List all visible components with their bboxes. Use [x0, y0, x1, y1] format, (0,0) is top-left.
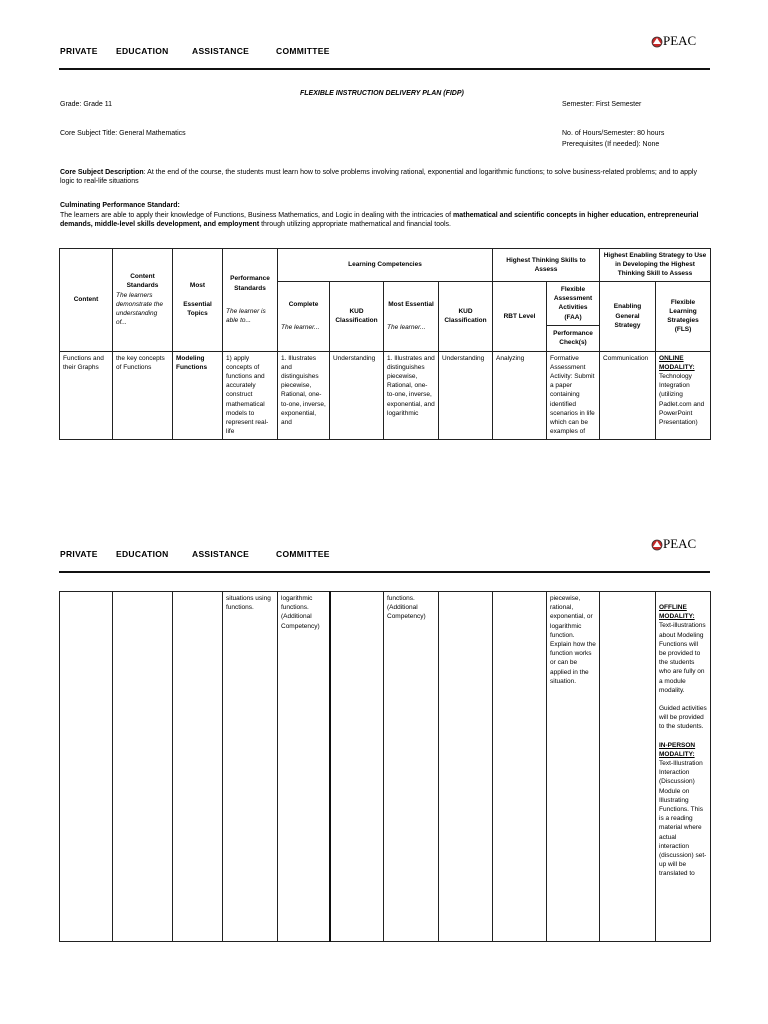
header-complete-title: Complete — [288, 300, 319, 308]
cell-complete: 1. Illustrates and distinguishes piecewise, Rational, one-to-one, inverse, exponential, and — [278, 351, 330, 439]
header-word-assistance: ASSISTANCE — [192, 46, 250, 56]
header2-word-committee: COMMITTEE — [276, 549, 330, 559]
p2-cell-enabling — [600, 592, 656, 942]
description-label: Core Subject Description — [60, 169, 144, 176]
logo-text: PEAC — [663, 33, 697, 48]
culminating-text-3: through utilizing appropriate mathematical and financial tools. — [259, 221, 452, 228]
header-learning-competencies: Learning Competencies — [278, 249, 493, 282]
description-text: : At the end of the course, the students must learn how to solve problems involving rational, exponential and logarithmic functions; to solve business-related problems; and to apply logic to real-life situations — [60, 169, 697, 185]
fls-online-text: Technology Integration (utilizing Padlet.com and PowerPoint Presentation) — [659, 373, 705, 427]
semester-label: Semester: First Semester — [562, 101, 642, 108]
header-kud-2: KUD Classification — [439, 281, 493, 351]
p2-cell-rbt — [493, 592, 547, 942]
culminating-label: Culminating Performance Standard: — [60, 202, 180, 209]
p2-cell-content — [60, 592, 113, 942]
header-complete-sub: The learner... — [281, 324, 320, 332]
cell-fls — [656, 351, 711, 439]
prerequisites-label: Prerequisites (If needed): None — [562, 141, 660, 148]
fls-online-heading: ONLINE MODALITY: — [659, 354, 695, 371]
fidp-table-continued — [59, 591, 711, 942]
cell-content-standards: the key concepts of Functions — [113, 351, 173, 439]
fidp-table — [59, 248, 711, 440]
hours-label: No. of Hours/Semester: 80 hours — [562, 130, 665, 137]
header2-word-assistance: ASSISTANCE — [192, 549, 250, 559]
header-complete — [278, 281, 330, 351]
p2-cell-performance: situations using functions. — [223, 592, 278, 942]
peac-logo-icon — [651, 36, 663, 48]
header-faa-title: Flexible Assessment Activities (FAA) — [553, 286, 593, 321]
header-word-committee: COMMITTEE — [276, 46, 330, 56]
grade-label: Grade: Grade 11 — [60, 101, 113, 108]
fls-offline-heading: OFFLINE MODALITY: — [659, 604, 695, 621]
peac-logo — [651, 33, 696, 49]
p2-cell-topics — [173, 592, 223, 942]
header2-rule — [59, 571, 710, 573]
header-content-standards-sub: The learners demonstrate the understanding of... — [116, 291, 163, 327]
culminating-text-1: The learners are able to apply their knowledge of Functions, Business Mathematics, and Logic in dealing with the intricacies of — [60, 212, 453, 219]
plan-title: FLEXIBLE INSTRUCTION DELIVERY PLAN (FIDP) — [300, 90, 464, 97]
header-most-essential-topics: Most Essential Topics — [173, 249, 223, 352]
header-performance-standards — [223, 249, 278, 352]
header-fls: Flexible Learning Strategies (FLS) — [656, 281, 711, 351]
header-highest-thinking: Highest Thinking Skills to Assess — [493, 249, 600, 282]
header-performance-standards-sub: The learner is able to... — [226, 307, 266, 324]
culminating-standard — [60, 211, 710, 229]
p2-cell-kud-2 — [439, 592, 493, 942]
p2-cell-content-standards — [113, 592, 173, 942]
cell-content: Functions and their Graphs — [60, 351, 113, 439]
peac-logo-2 — [651, 536, 696, 552]
core-subject-description — [60, 168, 710, 186]
peac-logo-icon-2 — [651, 539, 663, 551]
header-word-education: EDUCATION — [116, 46, 169, 56]
logo-text-2: PEAC — [663, 536, 697, 551]
header-word-private: PRIVATE — [60, 46, 98, 56]
header2-word-education: EDUCATION — [116, 549, 169, 559]
culminating-text-2: mathematical and scientific concepts in higher education, entrepreneurial demands, middle-level skills development, and employment — [60, 212, 699, 228]
header2-word-private: PRIVATE — [60, 549, 98, 559]
header-most-essential-title: Most Essential — [388, 300, 434, 308]
fls-inperson-heading: IN-PERSON MODALITY: — [659, 741, 696, 758]
fls-guided-text: Guided activities will be provided to the students. — [659, 705, 707, 731]
header-content-standards — [113, 249, 173, 352]
header-enabling-strategy: Enabling General Strategy — [600, 281, 656, 351]
fls-inperson-text: Text-Illustration Interaction (Discussion) Module on Illustrating Functions. This is a reading material where actual interaction (discussion) set-up will be translated to — [659, 760, 707, 878]
header-performance-standards-title: Performance Standards — [230, 275, 270, 292]
header-highest-enabling: Highest Enabling Strategy to Use in Developing the Highest Thinking Skill to Assess — [600, 249, 711, 282]
cell-topics: Modeling Functions — [173, 351, 223, 439]
core-subject-title: Core Subject Title: General Mathematics — [60, 130, 186, 137]
p2-cell-faa: piecewise, rational, exponential, or logarithmic function. Explain how the function works or can be applied in the situation. — [547, 592, 600, 942]
header-most-essential-sub: The learner... — [387, 324, 426, 332]
p2-cell-most-essential: functions. (Additional Competency) — [384, 592, 439, 942]
header-most-essential — [384, 281, 439, 351]
header-rbt-level: RBT Level — [493, 281, 547, 351]
header-content-standards-title: Content Standards — [126, 273, 159, 290]
cell-performance: 1) apply concepts of functions and accurately construct mathematical models to represent real-life — [223, 351, 278, 439]
cell-rbt: Analyzing — [493, 351, 547, 439]
p2-cell-kud-1 — [330, 592, 384, 942]
cell-enabling: Communication — [600, 351, 656, 439]
header-kud-1: KUD Classification — [330, 281, 384, 351]
logo-subtitle — [651, 49, 711, 52]
p2-cell-fls — [656, 592, 711, 942]
fls-offline-text: Text-illustrations about Modeling Functions will be provided to the students who are fully on a module modality. — [659, 622, 706, 694]
cell-most-essential: 1. Illustrates and distinguishes piecewise, Rational, one-to-one, inverse, exponential, and logarithmic — [384, 351, 439, 439]
header-content: Content — [60, 249, 113, 352]
header-rule — [59, 68, 710, 70]
header-faa-sub: Performance Check(s) — [547, 325, 599, 347]
cell-faa: Formative Assessment Activity: Submit a paper containing identified scenarios in life which can be examples of — [547, 351, 600, 439]
cell-kud-1: Understanding — [330, 351, 384, 439]
cell-kud-2: Understanding — [439, 351, 493, 439]
header-faa — [547, 281, 600, 351]
p2-cell-complete: logarithmic functions. (Additional Competency) — [278, 592, 330, 942]
